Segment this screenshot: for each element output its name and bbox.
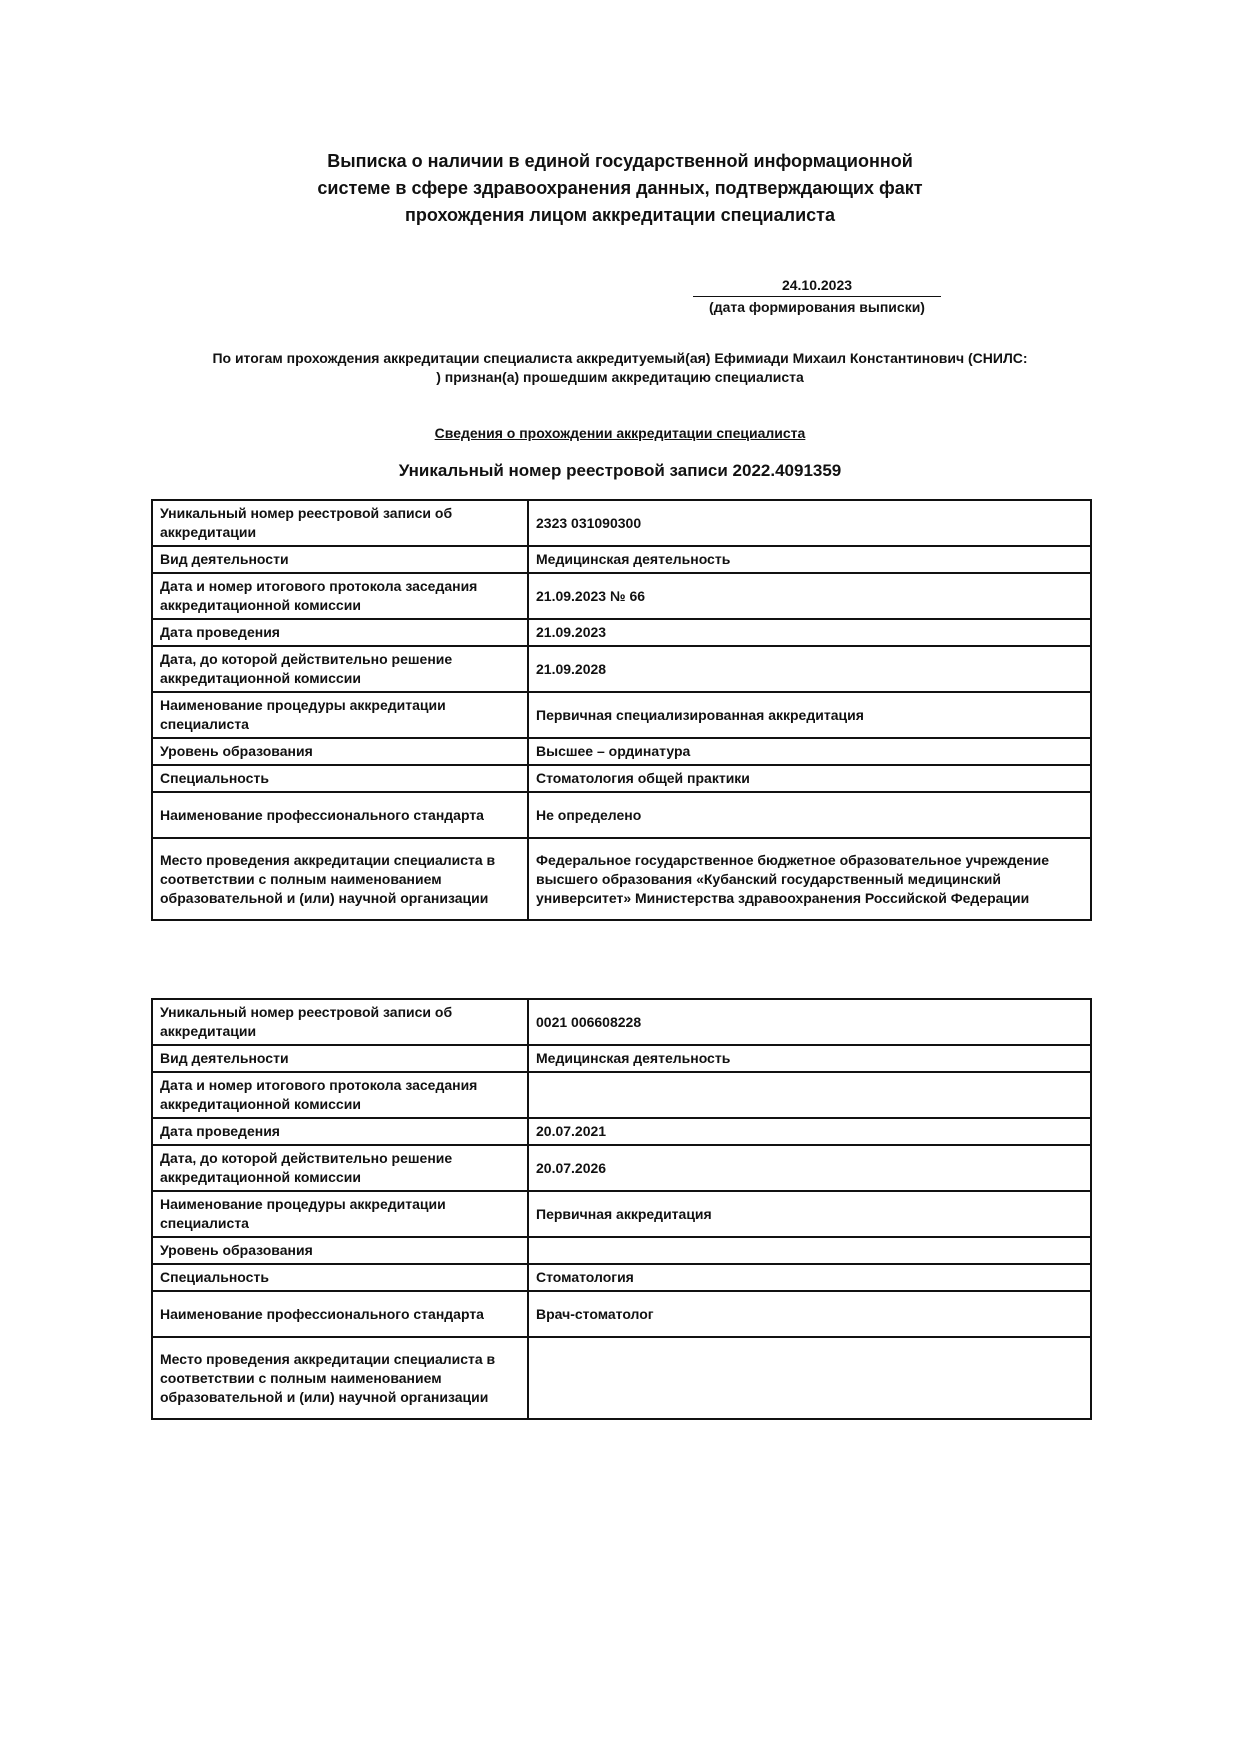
- field-label: Место проведения аккредитации специалиста в соответствии с полным наименованием образовательной и (или) научной организации: [152, 838, 528, 920]
- field-value: 21.09.2023 № 66: [528, 573, 1091, 619]
- table-row: [152, 999, 1091, 1045]
- field-label: Уровень образования: [152, 1237, 528, 1264]
- field-label: Наименование профессионального стандарта: [152, 792, 528, 838]
- accreditation-record-table: [151, 998, 1092, 1420]
- field-label: Наименование процедуры аккредитации специалиста: [152, 1191, 528, 1237]
- title-line: Выписка о наличии в единой государственной информационной: [327, 151, 913, 171]
- section-heading: Сведения о прохождении аккредитации специалиста: [434, 425, 806, 441]
- field-value: Стоматология: [528, 1264, 1091, 1291]
- table-row: [152, 838, 1091, 920]
- table-row: [152, 1237, 1091, 1264]
- field-value: 0021 006608228: [528, 999, 1091, 1045]
- formation-date-caption: (дата формирования выписки): [709, 299, 925, 315]
- field-label: Дата и номер итогового протокола заседания аккредитационной комиссии: [152, 1072, 528, 1118]
- table-row: [152, 1072, 1091, 1118]
- field-value: Стоматология общей практики: [528, 765, 1091, 792]
- table-row: [152, 738, 1091, 765]
- intro-text: [155, 349, 1085, 387]
- table-row: [152, 1045, 1091, 1072]
- table-row: [152, 1118, 1091, 1145]
- field-value: Первичная специализированная аккредитация: [528, 692, 1091, 738]
- field-label: Специальность: [152, 1264, 528, 1291]
- field-value: [528, 1237, 1091, 1264]
- table-row: [152, 1145, 1091, 1191]
- field-label: Специальность: [152, 765, 528, 792]
- table-row: [152, 792, 1091, 838]
- field-label: Уровень образования: [152, 738, 528, 765]
- field-label: Дата, до которой действительно решение аккредитационной комиссии: [152, 646, 528, 692]
- field-value: 20.07.2026: [528, 1145, 1091, 1191]
- field-label: Дата проведения: [152, 1118, 528, 1145]
- field-value: 21.09.2023: [528, 619, 1091, 646]
- field-label: Вид деятельности: [152, 546, 528, 573]
- table-row: [152, 1264, 1091, 1291]
- field-label: Дата и номер итогового протокола заседания аккредитационной комиссии: [152, 573, 528, 619]
- field-value: [528, 1337, 1091, 1419]
- field-label: Место проведения аккредитации специалиста в соответствии с полным наименованием образовательной и (или) научной организации: [152, 1337, 528, 1419]
- table-row: [152, 1291, 1091, 1337]
- field-value: 20.07.2021: [528, 1118, 1091, 1145]
- table-row: [152, 692, 1091, 738]
- field-label: Вид деятельности: [152, 1045, 528, 1072]
- table-row: [152, 573, 1091, 619]
- field-value: Федеральное государственное бюджетное образовательное учреждение высшего образования «Кубанский государственный медицинский университет» Министерства здравоохранения Российской Федерации: [528, 838, 1091, 920]
- registry-heading: Уникальный номер реестровой записи 2022.4091359: [398, 461, 842, 480]
- field-value: Не определено: [528, 792, 1091, 838]
- field-value: 2323 031090300: [528, 500, 1091, 546]
- formation-date: 24.10.2023: [693, 275, 941, 297]
- title-line: прохождения лицом аккредитации специалиста: [405, 205, 835, 225]
- field-label: Уникальный номер реестровой записи об аккредитации: [152, 999, 528, 1045]
- field-value: Медицинская деятельность: [528, 1045, 1091, 1072]
- field-label: Уникальный номер реестровой записи об аккредитации: [152, 500, 528, 546]
- document-title: [270, 148, 970, 229]
- field-value: Первичная аккредитация: [528, 1191, 1091, 1237]
- table-row: [152, 646, 1091, 692]
- formation-date-block: [693, 275, 941, 317]
- field-label: Наименование профессионального стандарта: [152, 1291, 528, 1337]
- table-row: [152, 619, 1091, 646]
- table-row: [152, 500, 1091, 546]
- intro-line: ) признан(а) прошедшим аккредитацию специалиста: [436, 369, 804, 385]
- field-value: Высшее – ординатура: [528, 738, 1091, 765]
- field-label: Наименование процедуры аккредитации специалиста: [152, 692, 528, 738]
- field-value: [528, 1072, 1091, 1118]
- field-label: Дата, до которой действительно решение аккредитационной комиссии: [152, 1145, 528, 1191]
- table-row: [152, 765, 1091, 792]
- field-value: 21.09.2028: [528, 646, 1091, 692]
- table-row: [152, 1337, 1091, 1419]
- field-label: Дата проведения: [152, 619, 528, 646]
- table-row: [152, 1191, 1091, 1237]
- accreditation-record-table: [151, 499, 1092, 921]
- title-line: системе в сфере здравоохранения данных, подтверждающих факт: [317, 178, 923, 198]
- field-value: Врач-стоматолог: [528, 1291, 1091, 1337]
- field-value: Медицинская деятельность: [528, 546, 1091, 573]
- intro-line: По итогам прохождения аккредитации специалиста аккредитуемый(ая) Ефимиади Михаил Константинович (СНИЛС:: [212, 350, 1028, 366]
- table-row: [152, 546, 1091, 573]
